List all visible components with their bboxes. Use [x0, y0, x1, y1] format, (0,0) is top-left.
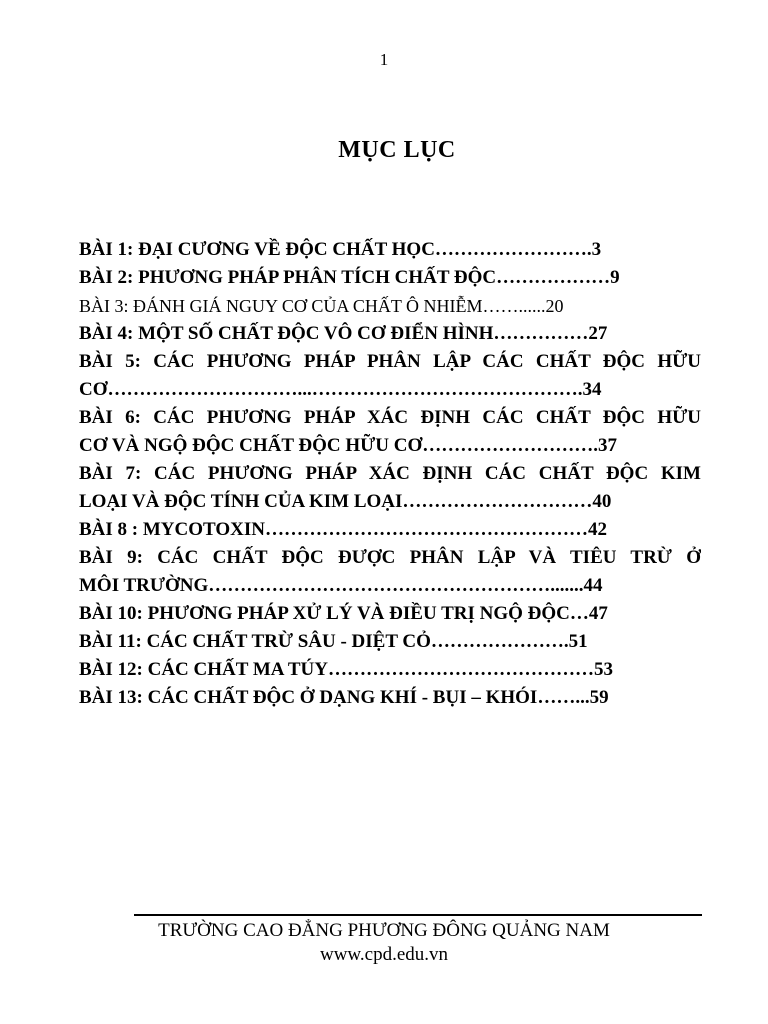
footer-divider	[134, 914, 702, 916]
toc-entry: BÀI 11: CÁC CHẤT TRỪ SÂU - DIỆT CỎ………………….51	[79, 631, 588, 652]
toc-entry: BÀI 8 : MYCOTOXIN……………………………………………42	[79, 519, 607, 540]
toc-entry: CƠ…………………………...…………………………………….34	[79, 379, 602, 400]
toc-entry: CƠ VÀ NGỘ ĐỘC CHẤT ĐỘC HỮU CƠ……………………….37	[79, 435, 617, 456]
toc-entry: LOẠI VÀ ĐỘC TÍNH CỦA KIM LOẠI…………………………40	[79, 491, 612, 512]
toc-entry: BÀI 3: ĐÁNH GIÁ NGUY CƠ CỦA CHẤT Ô NHIỄM……......20	[79, 296, 564, 316]
toc-entry: BÀI 2: PHƯƠNG PHÁP PHÂN TÍCH CHẤT ĐỘC………………9	[79, 267, 620, 288]
footer-website: www.cpd.edu.vn	[319, 944, 449, 965]
toc-entry: BÀI 1: ĐẠI CƯƠNG VỀ ĐỘC CHẤT HỌC…………………….3	[79, 239, 602, 260]
table-of-contents	[79, 236, 701, 712]
toc-entry: BÀI 4: MỘT SỐ CHẤT ĐỘC VÔ CƠ ĐIỂN HÌNH……………27	[79, 323, 608, 344]
toc-entry: BÀI 12: CÁC CHẤT MA TÚY……………………………………53	[79, 659, 613, 680]
toc-entry: BÀI 9: CÁC CHẤT ĐỘC ĐƯỢC PHÂN LẬP VÀ TIÊU TRỪ Ở	[79, 547, 701, 568]
toc-entry: BÀI 13: CÁC CHẤT ĐỘC Ở DẠNG KHÍ - BỤI – KHÓI……...59	[79, 687, 609, 708]
toc-entry: BÀI 6: CÁC PHƯƠNG PHÁP XÁC ĐỊNH CÁC CHẤT ĐỘC HỮU	[79, 407, 701, 428]
toc-entry: BÀI 7: CÁC PHƯƠNG PHÁP XÁC ĐỊNH CÁC CHẤT ĐỘC KIM	[79, 463, 701, 484]
toc-entry: BÀI 10: PHƯƠNG PHÁP XỬ LÝ VÀ ĐIỀU TRỊ NGỘ ĐỘC…47	[79, 603, 608, 624]
footer-school-name: TRƯỜNG CAO ĐẲNG PHƯƠNG ĐÔNG QUẢNG NAM	[158, 920, 610, 941]
toc-entry: BÀI 5: CÁC PHƯƠNG PHÁP PHÂN LẬP CÁC CHẤT ĐỘC HỮU	[79, 351, 701, 372]
page-title: MỤC LỤC	[338, 137, 456, 163]
toc-entry: MÔI TRƯỜNG……………………………………………….......44	[79, 575, 603, 596]
page-number: 1	[379, 50, 389, 69]
